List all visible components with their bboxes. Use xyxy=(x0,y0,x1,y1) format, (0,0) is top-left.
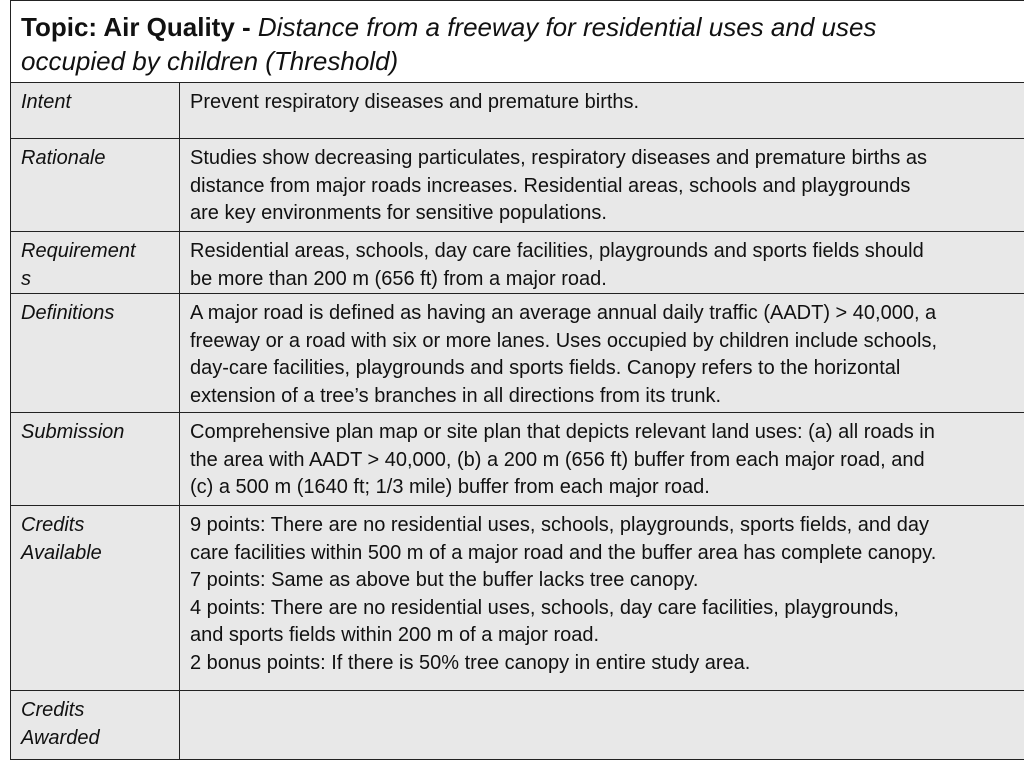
row-label-intent: Intent xyxy=(11,83,180,139)
content-line: 9 points: There are no residential uses, schools, playgrounds, sports fields, and day xyxy=(190,514,929,536)
table-row-submission xyxy=(11,413,1024,506)
content-line: distance from major roads increases. Residential areas, schools and playgrounds xyxy=(190,174,911,197)
row-content-definitions xyxy=(180,294,1024,413)
content-line: and sports fields within 200 m of a major road. xyxy=(190,624,600,646)
content-line: extension of a tree’s branches in all directions from its trunk. xyxy=(190,384,721,407)
content-line: A major road is defined as having an average annual daily traffic (AADT) > 40,000, a xyxy=(190,302,937,324)
criteria-table xyxy=(10,82,1024,760)
row-label-definitions: Definitions xyxy=(11,294,180,413)
row-content-requirements xyxy=(180,232,1024,294)
content-line: 2 bonus points: If there is 50% tree canopy in entire study area. xyxy=(190,651,751,674)
row-label-submission: Submission xyxy=(11,413,180,506)
content-line: Comprehensive plan map or site plan that depicts relevant land uses: (a) all roads in xyxy=(190,421,935,443)
row-label-credits-available xyxy=(11,506,180,691)
row-content-rationale xyxy=(180,139,1024,232)
row-content-credits-available xyxy=(180,506,1024,691)
table-row-intent xyxy=(11,83,1024,139)
content-line: (c) a 500 m (1640 ft; 1/3 mile) buffer from each major road. xyxy=(190,476,710,498)
row-label-requirements xyxy=(11,232,180,294)
topic-title xyxy=(10,0,1024,82)
label-line: Requirement xyxy=(21,240,136,262)
label-line: Credits xyxy=(21,699,85,721)
topic-title-bold: Topic: Air Quality - xyxy=(21,12,258,42)
label-line: Available xyxy=(21,541,102,564)
table-row-credits-awarded xyxy=(11,691,1024,760)
label-line: Credits xyxy=(21,514,85,536)
content-line: 7 points: Same as above but the buffer lacks tree canopy. xyxy=(190,569,699,591)
topic-title-italic-line-1: Distance from a freeway for residential uses and uses xyxy=(257,12,877,42)
table-row-credits-available xyxy=(11,506,1024,691)
content-line: Studies show decreasing particulates, respiratory diseases and premature births as xyxy=(190,147,928,169)
credits-awarded-field[interactable] xyxy=(180,691,1024,760)
table-row-rationale xyxy=(11,139,1024,232)
label-line: s xyxy=(21,267,31,290)
table-row-definitions xyxy=(11,294,1024,413)
content-line: be more than 200 m (656 ft) from a major road. xyxy=(190,267,607,290)
row-content-intent xyxy=(180,83,1024,139)
content-line: care facilities within 500 m of a major road and the buffer area has complete canopy. xyxy=(190,541,937,564)
content-line: Prevent respiratory diseases and premature births. xyxy=(190,91,640,113)
content-line: Residential areas, schools, day care facilities, playgrounds and sports fields should xyxy=(190,240,924,262)
content-line: day-care facilities, playgrounds and sports fields. Canopy refers to the horizontal xyxy=(190,357,901,379)
table-row-requirements xyxy=(11,232,1024,294)
topic-title-italic-line-2: occupied by children (Threshold) xyxy=(21,46,399,76)
content-line: the area with AADT > 40,000, (b) a 200 m (656 ft) buffer from each major road, and xyxy=(190,448,925,471)
row-label-rationale: Rationale xyxy=(11,139,180,232)
content-line: are key environments for sensitive populations. xyxy=(190,202,607,224)
row-content-submission xyxy=(180,413,1024,506)
row-label-credits-awarded xyxy=(11,691,180,760)
label-line: Awarded xyxy=(21,726,100,749)
content-line: freeway or a road with six or more lanes. Uses occupied by children include schools, xyxy=(190,329,938,352)
content-line: 4 points: There are no residential uses, schools, day care facilities, playgrounds, xyxy=(190,596,899,619)
